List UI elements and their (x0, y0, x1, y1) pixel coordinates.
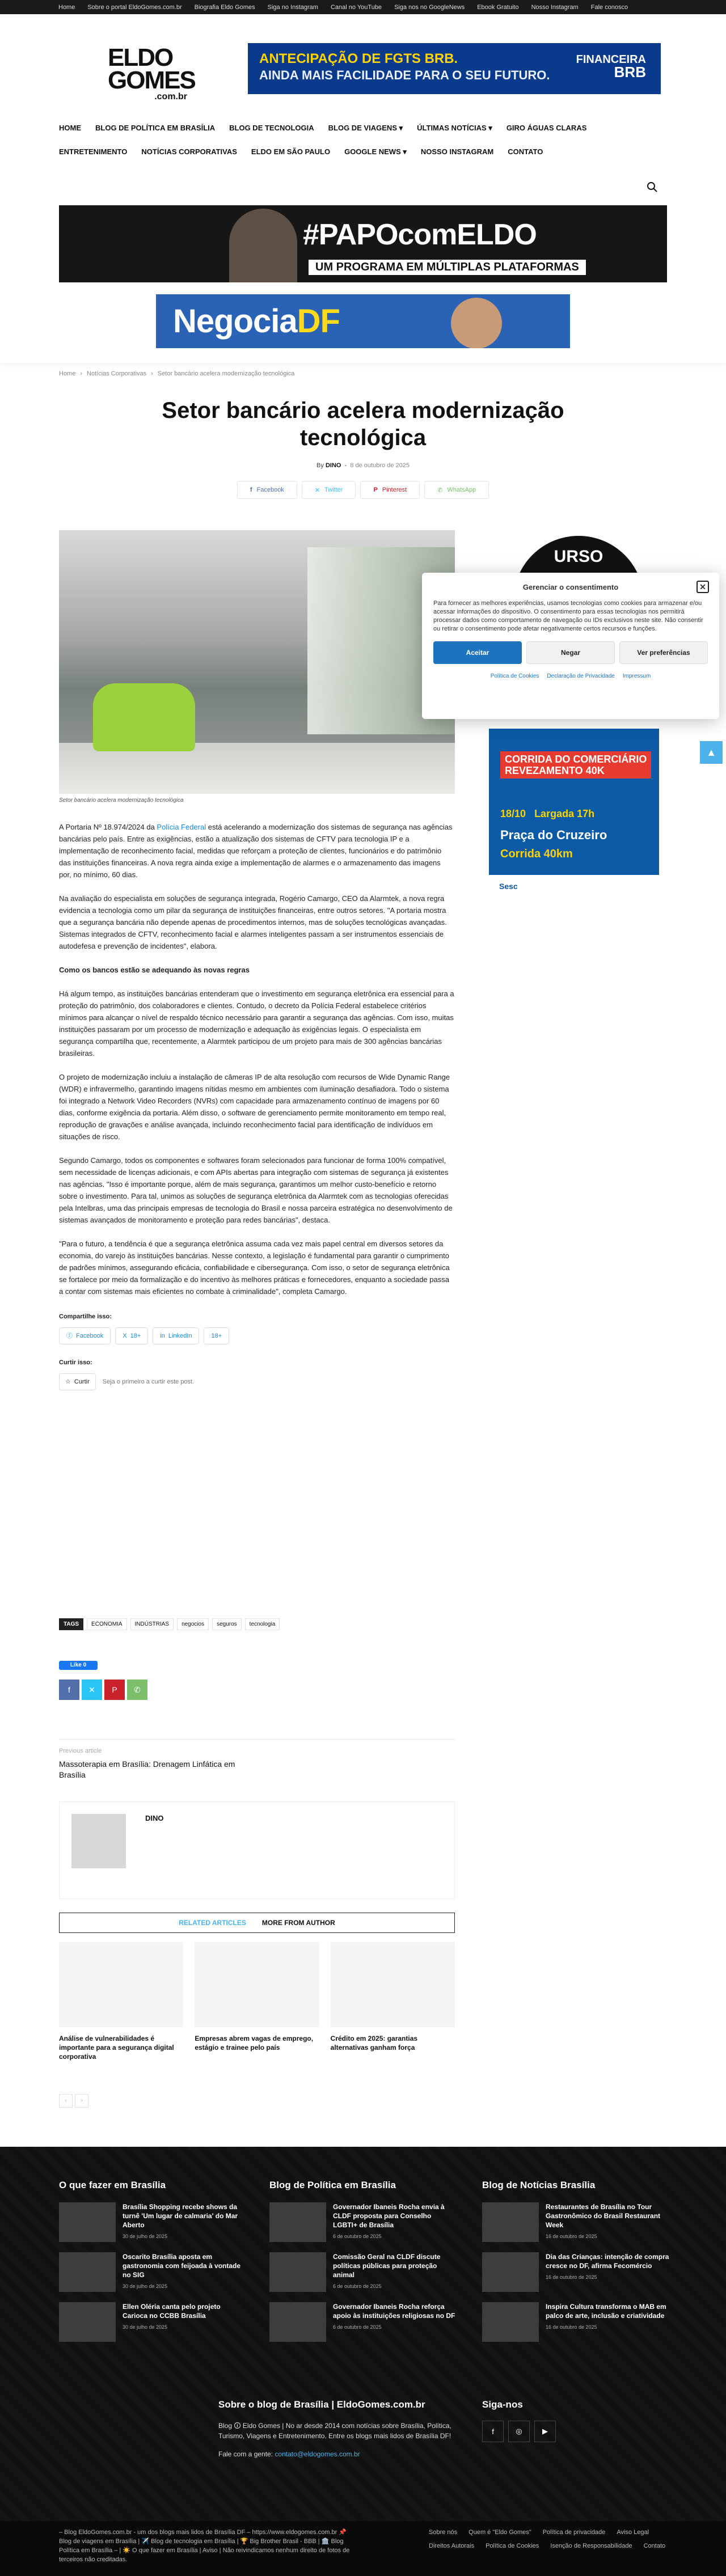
ad-place: Praça do Cruzeiro (500, 828, 607, 842)
like-button[interactable]: ☆ Curtir (59, 1373, 96, 1390)
footer-col-title: Blog de Política em Brasília (269, 2180, 396, 2190)
share-pinterest-button[interactable]: P Pinterest (360, 481, 420, 499)
footer-post[interactable]: Governador Ibaneis Rocha envia à CLDF proposta para Conselho LGBTI+ de Brasília 6 de outubro de 2025 (269, 2202, 457, 2242)
jp-share-facebook[interactable]: ⓕ Facebook (59, 1327, 111, 1344)
deny-button[interactable]: Negar (526, 641, 615, 664)
avatar[interactable] (71, 1814, 126, 1868)
footer-copyright: – Blog EldoGomes.com.br - um dos blogs mais lidos de Brasília DF – https://www.eldogomes.com.br 📌 Blog de viagens em Brasília | ✈️ Blog de tecnologia em Brasília | 🏆 Big Brother Brasil - BBB | 🏛️ Blog Política em Brasília – | ☀️ O que fazer em Brasília | Aviso | Não reivindicamos nenhum direito de fotos de terceiros não creditadas. (59, 2529, 350, 2563)
footer-link[interactable]: Quem é "Eldo Gomes" (468, 2529, 531, 2536)
footer-link[interactable]: Contato (643, 2543, 666, 2549)
tag-link[interactable]: negocios (177, 1618, 209, 1630)
negocia-df-photo (451, 298, 502, 348)
article-paragraph: Na avaliação do especialista em soluções de segurança integrada, Rogério Camargo, CEO da Alarmtek, a nova regra evidencia a tecnologia como um pilar da segurança de instituições financeiras, entre outros setores. "A portaria mostra que a segurança bancária não depende apenas de procedimentos internos, mas de soluções tecnológicas avançadas. Sistemas integrados de CFTV, reconhecimento facial e alarmes inteligentes passam a ser instrumentos essenciais de autodefesa e prevenção de incidentes", elabora. (59, 894, 447, 950)
breadcrumb-home[interactable]: Home (59, 370, 76, 377)
article-paragraph: Segundo Camargo, todos os componentes e softwares foram selecionados para funcionar de forma 100% compatível, sem necessidade de licenças adicionais, e com APIs abertas para integração com sistemas de segurança já existentes nas agências. "Isso é importante porque, além de mais segurança, garantimos um melhor custo-benefício e retorno sobre o investimento. Para tal, unimos as soluções de segurança eletrônica da Alarmtek com as tecnologias oferecidas pela Intelbras, uma das principais empresas de tecnologia do Brasil e nossa parceira estratégica no desenvolvimento de sistemas avançados de monitoramento e proteção para redes bancárias", destaca. (59, 1156, 453, 1224)
share-block-label: Compartilhe isso: (59, 1313, 112, 1320)
footer-thumb (482, 2302, 539, 2342)
nav-item-viagens[interactable]: BLOG DE VIAGENS ▾ (328, 124, 403, 132)
preferences-button[interactable]: Ver preferências (619, 641, 708, 664)
topbar-link-contato[interactable]: Fale conosco (590, 3, 628, 11)
nav-item-corporativas[interactable]: NOTÍCIAS CORPORATIVAS (141, 147, 237, 156)
share-twitter-button[interactable]: ✕ Twitter (302, 481, 356, 499)
ad-run: Corrida 40km (500, 848, 573, 860)
instagram-icon[interactable]: ◎ (508, 2421, 530, 2442)
footer-thumb (482, 2252, 539, 2292)
prev-page-icon[interactable]: ‹ (59, 2094, 73, 2108)
breadcrumb-current: Setor bancário acelera modernização tecnológica (157, 370, 295, 377)
breadcrumb (59, 370, 294, 377)
linkedin-icon: in (160, 1332, 165, 1339)
footer-about-text: Blog 🛈 Eldo Gomes | No ar desde 2014 com notícias sobre Brasília, Política, Turismo, Viagens e Entretenimento. Entre os blogs mais lidos de Brasília DF! (218, 2422, 451, 2440)
related-thumbnail (331, 1942, 455, 2027)
header-ad-banner[interactable] (248, 43, 661, 94)
topbar-link-nosso-instagram[interactable]: Nosso Instagram (531, 3, 579, 11)
footer-about (218, 2399, 457, 2459)
footer-thumb (269, 2252, 326, 2292)
pinterest-icon[interactable]: P (104, 1680, 125, 1700)
jp-share-x[interactable]: X 18+ (115, 1327, 148, 1344)
topbar-link-sobre[interactable]: Sobre o portal EldoGomes.com.br (87, 3, 182, 11)
article-paragraph: "Para o futuro, a tendência é que a segurança eletrônica assuma cada vez mais papel central em diversos setores da economia, do varejo às instituições bancárias. Nesse contexto, a legislação é fundamental para garantir o cumprimento de padrões mínimos, assegurando eficácia, confiabilidade e cibersegurança. Com isso, o setor de segurança eletrônica se fortalece por meio da formalização e do incentivo às melhores práticas e fornecedores, enquanto a sociedade passa a contar com sistemas mais eficientes no combate à criminalidade", completa Camargo. (59, 1240, 450, 1296)
sidebar-urso-logo[interactable]: URSO (513, 536, 644, 666)
ad-brand: FINANCEIRA BRB (576, 53, 646, 81)
article-featured-image (59, 530, 455, 794)
footer-links (429, 2528, 667, 2569)
author-box-name[interactable]: DINO (145, 1814, 164, 1822)
share-block (59, 1311, 455, 1344)
cookie-consent-dialog (422, 573, 719, 719)
article-title: Setor bancário acelera modernização tecnológica (162, 398, 564, 450)
footer-link[interactable]: Aviso Legal (617, 2529, 649, 2536)
nav-item-giro[interactable]: GIRO ÁGUAS CLARAS (506, 124, 587, 132)
footer-thumb (269, 2302, 326, 2342)
ad-sponsor: Sesc (489, 875, 659, 899)
footer-link[interactable]: Política de Cookies (486, 2543, 539, 2549)
related-title[interactable]: Empresas abrem vagas de emprego, estágio e trainee pelo país (195, 2034, 314, 2052)
tag-link[interactable]: seguros (212, 1618, 242, 1630)
twitter-icon[interactable]: ✕ (82, 1680, 102, 1700)
share-whatsapp-button[interactable]: ✆ WhatsApp (424, 481, 489, 499)
related-thumbnail (195, 1942, 319, 2027)
twitter-icon: ✕ (314, 487, 320, 494)
article-paragraph: A Portaria Nº 18.974/2024 da Polícia Federal está acelerando a modernização dos sistemas de segurança nas agências bancárias pelo país. Entre as exigências, estão a atualização dos sistemas de CFTV para tecnologia IP e a implementação de reconhecimento facial, medidas que reforçam a proteção de clientes, funcionários e do patrimônio das instituições financeiras. A nova regra ainda exige a implementação de alarmes e o armazenamento das imagens por, no mínimo, 60 dias. (59, 823, 453, 879)
footer-post[interactable]: Ellen Oléria canta pelo projeto Carioca no CCBB Brasília 30 de julho de 2025 (59, 2302, 246, 2342)
author-link[interactable]: DINO (325, 462, 341, 469)
facebook-icon: f (250, 487, 252, 493)
related-title[interactable]: Crédito em 2025: garantias alternativas ganham força (330, 2034, 418, 2052)
prev-article (59, 1739, 455, 1780)
tag-link[interactable]: INDÚSTRIAS (130, 1618, 174, 1630)
sidebar-ad-corrida[interactable] (489, 729, 659, 899)
breadcrumb-category[interactable]: Notícias Corporativas (87, 370, 147, 377)
top-bar (0, 0, 726, 14)
related-thumbnail (59, 1942, 183, 2027)
footer-thumb (482, 2202, 539, 2242)
banner-host-photo (229, 209, 297, 282)
close-icon[interactable]: ✕ (697, 581, 709, 593)
main-nav (59, 116, 667, 164)
site-footer (0, 2147, 726, 2576)
share-facebook-button[interactable]: f Facebook (237, 481, 297, 499)
nav-item-google-news[interactable]: GOOGLE NEWS ▾ (344, 147, 407, 156)
footer-link[interactable]: Sobre nós (429, 2529, 458, 2536)
prev-article-label: Previous article (59, 1748, 102, 1754)
prev-article-link[interactable]: Massoterapia em Brasília: Drenagem Linfática em Brasília (59, 1759, 235, 1779)
related-pager (59, 2094, 88, 2108)
mini-share-row (59, 1680, 147, 1700)
article-body (59, 821, 455, 1390)
share-bar (0, 481, 726, 499)
topbar-link-ebook[interactable]: Ebook Gratuito (477, 3, 519, 11)
footer-social-title: Siga-nos (482, 2399, 523, 2410)
like-text: Seja o primeiro a curtir este post. (102, 1378, 195, 1385)
pinterest-icon: P (373, 487, 378, 493)
related-title[interactable]: Análise de vulnerabilidades é importante para a segurança digital corporativa (59, 2034, 174, 2061)
footer-post[interactable]: Inspira Cultura transforma o MAB em palco de arte, inclusão e criatividade 16 de outubro de 2025 (482, 2302, 669, 2342)
fb-like-button[interactable]: Like 0 (59, 1661, 98, 1670)
footer-col-politica (269, 2180, 457, 2352)
tag-link[interactable]: tecnologia (245, 1618, 280, 1630)
footer-thumb (59, 2252, 116, 2292)
whatsapp-icon: ✆ (437, 487, 443, 494)
related-tabs (59, 1913, 455, 1933)
policia-federal-link[interactable]: Polícia Federal (157, 823, 206, 831)
tab-related-articles[interactable]: RELATED ARTICLES (179, 1919, 246, 1927)
footer-thumb (59, 2302, 116, 2342)
logo-line-2: GOMES (108, 66, 195, 94)
footer-post[interactable]: Governador Ibaneis Rocha reforça apoio às instituições religiosas no DF 6 de outubro de 2025 (269, 2302, 457, 2342)
banner-hashtag: #PAPOcomELDO (303, 218, 537, 251)
article-paragraph: Há algum tempo, as instituições bancárias entenderam que o investimento em segurança eletrônica era essencial para a proteção do patrimônio, dos colaboradores e clientes. Contudo, o decreto da Polícia Federal estabelece critérios mínimos para alcançar o nível de respaldo técnico necessário para garantir a segurança das agências. Com isso, muitas instituições passaram por um processo de modernização e adequação às exigências legais. O especialista em segurança compartilha que, recentemente, a Alarmtek participou de um projeto para mais de 300 agências bancárias brasileiras. (59, 989, 454, 1058)
banner-subtitle: UM PROGRAMA EM MÚLTIPLAS PLATAFORMAS (309, 260, 586, 275)
footer-col-title: Blog de Notícias Brasília (482, 2180, 596, 2190)
star-icon: ☆ (65, 1378, 71, 1385)
footer-col-o-que-fazer (59, 2180, 246, 2352)
ad-subline: AINDA MAIS FACILIDADE PARA O SEU FUTURO. (259, 68, 550, 82)
tab-more-from-author[interactable]: MORE FROM AUTHOR (261, 1919, 335, 1927)
search-icon[interactable] (647, 181, 660, 195)
jp-share-linkedin[interactable]: in LinkedIn (153, 1327, 199, 1344)
nav-item-politica[interactable]: BLOG DE POLÍTICA EM BRASÍLIA (95, 124, 216, 132)
footer-social (482, 2399, 556, 2442)
author-box (59, 1801, 455, 1899)
tags-label: TAGS (59, 1618, 83, 1630)
footer-post[interactable]: Comissão Geral na CLDF discute políticas públicas para proteção animal 6 de outubro de 2025 (269, 2252, 457, 2292)
nav-item-contato[interactable]: CONTATO (508, 147, 543, 156)
related-articles-grid (59, 1942, 455, 2061)
logo-line-3: .com.br (154, 92, 187, 101)
whatsapp-icon[interactable]: ✆ (127, 1680, 147, 1700)
youtube-icon[interactable]: ▶ (534, 2421, 556, 2442)
negocia-df-text: NegociaDF (173, 303, 340, 340)
like-block (59, 1357, 455, 1390)
footer-post[interactable]: Restaurantes de Brasília no Tour Gastronômico do Brasil Restaurant Week 16 de outubro de 2025 (482, 2202, 669, 2242)
article-paragraph: O projeto de modernização incluiu a instalação de câmeras IP de alta resolução com recursos de Wide Dynamic Range (WDR) e infravermelho, garantindo imagens nítidas mesmo em ambientes com iluminação desafiadora. Todo o sistema foi integrado a Network Video Recorders (NVRs) com capacidade para armazenamento contínuo de imagens por 60 dias, conforme exigência da portaria. Além disso, o software de gerenciamento permite monitoramento em tempo real, reprodução de gravações e análise avançada, incluindo reconhecimento facial para identificação de indivíduos em situações de risco. (59, 1073, 450, 1141)
jp-share-more[interactable]: 18+ (204, 1327, 229, 1344)
topbar-link-youtube[interactable]: Canal no YouTube (330, 3, 382, 11)
footer-col-title: O que fazer em Brasília (59, 2180, 166, 2190)
tag-list (59, 1618, 280, 1630)
breadcrumb-separator: › (80, 370, 83, 377)
facebook-icon[interactable]: f (59, 1680, 79, 1700)
footer-thumb (59, 2202, 116, 2242)
topbar-link-instagram[interactable]: Siga no Instagram (267, 3, 318, 11)
facebook-icon[interactable]: f (482, 2421, 504, 2442)
topbar-link-googlenews[interactable]: Siga nos no GoogleNews (394, 3, 465, 11)
related-article-card[interactable] (59, 1942, 183, 2061)
ad-headline: ANTECIPAÇÃO DE FGTS BRB. (259, 51, 458, 66)
image-desk-area (93, 683, 195, 751)
ad-title: CORRIDA DO COMERCIÁRIO REVEZAMENTO 40K (500, 751, 651, 779)
footer-link[interactable]: Isenção de Responsabilidade (550, 2543, 632, 2549)
scroll-to-top-icon[interactable]: ▲ (700, 741, 723, 764)
footer-link[interactable]: Política de privacidade (542, 2529, 606, 2536)
nav-item-entretenimento[interactable]: ENTRETENIMENTO (59, 147, 128, 156)
related-article-card[interactable] (331, 1942, 455, 2061)
footer-post[interactable]: Brasília Shopping recebe shows da turnê 'Um lugar de calmaria' do Mar Aberto 30 de julho de 2025 (59, 2202, 246, 2242)
nav-item-tecnologia[interactable]: BLOG DE TECNOLOGIA (229, 124, 314, 132)
cookie-policy-link[interactable]: Política de Cookies (490, 673, 539, 679)
nav-item-home[interactable]: HOME (59, 124, 81, 132)
ad-date: 18/10 Largada 17h (500, 808, 595, 819)
negocia-df-banner[interactable] (156, 294, 570, 348)
footer-email-link[interactable]: contato@eldogomes.com.br (275, 2450, 360, 2458)
footer-contact: Fale com a gente: contato@eldogomes.com.br (218, 2450, 360, 2458)
tag-link[interactable]: ECONOMIA (87, 1618, 126, 1630)
breadcrumb-separator: › (151, 370, 153, 377)
footer-col-noticias (482, 2180, 669, 2352)
consent-body: Para fornecer as melhores experiências, usamos tecnologias como cookies para armazenar e/ou acessar informações do dispositivo. O consentimento para essas tecnologias nos permitirá processar dados como comportamento de navegação ou IDs exclusivos neste site. Não consentir ou retirar o consentimento pode afetar negativamente certos recursos e funções. (433, 600, 703, 632)
article-date: 8 de outubro de 2025 (350, 462, 410, 469)
accept-button[interactable]: Aceitar (433, 641, 522, 664)
like-block-label: Curtir isso: (59, 1359, 92, 1366)
footer-about-title: Sobre o blog de Brasília | EldoGomes.com.br (218, 2399, 425, 2410)
nav-item-ultimas[interactable]: ÚLTIMAS NOTÍCIAS ▾ (417, 124, 492, 132)
article-subheading: Como os bancos estão se adequando às novas regras (59, 966, 250, 974)
papo-com-eldo-banner[interactable] (59, 205, 667, 282)
footer-thumb (269, 2202, 326, 2242)
footer-link[interactable]: Direitos Autorais (429, 2543, 475, 2549)
consent-title: Gerenciar o consentimento (522, 583, 619, 591)
logo-line-1: ELDO (108, 44, 173, 71)
article-meta: By DINO - 8 de outubro de 2025 (316, 462, 410, 469)
impressum-link[interactable]: Impressum (622, 673, 651, 679)
related-article-card[interactable] (195, 1942, 319, 2061)
topbar-link-home[interactable]: Home (58, 3, 75, 11)
footer-bottom-bar (0, 2521, 726, 2576)
nav-item-instagram[interactable]: NOSSO INSTAGRAM (420, 147, 494, 156)
privacy-link[interactable]: Declaração de Privacidade (547, 673, 615, 679)
next-page-icon[interactable]: › (75, 2094, 88, 2108)
footer-post[interactable]: Dia das Crianças: intenção de compra cresce no DF, afirma Fecomércio 16 de outubro de 2025 (482, 2252, 669, 2292)
nav-item-sao-paulo[interactable]: ELDO EM SÃO PAULO (251, 147, 331, 156)
footer-post[interactable]: Oscarito Brasília aposta em gastronomia com feijoada à vontade no SIG 30 de julho de 2025 (59, 2252, 246, 2292)
meta-by: By (316, 462, 324, 469)
site-logo[interactable] (108, 46, 199, 100)
image-caption: Setor bancário acelera modernização tecnológica (59, 797, 184, 803)
facebook-icon: ⓕ (66, 1332, 73, 1339)
topbar-link-biografia[interactable]: Biografia Eldo Gomes (194, 3, 255, 11)
